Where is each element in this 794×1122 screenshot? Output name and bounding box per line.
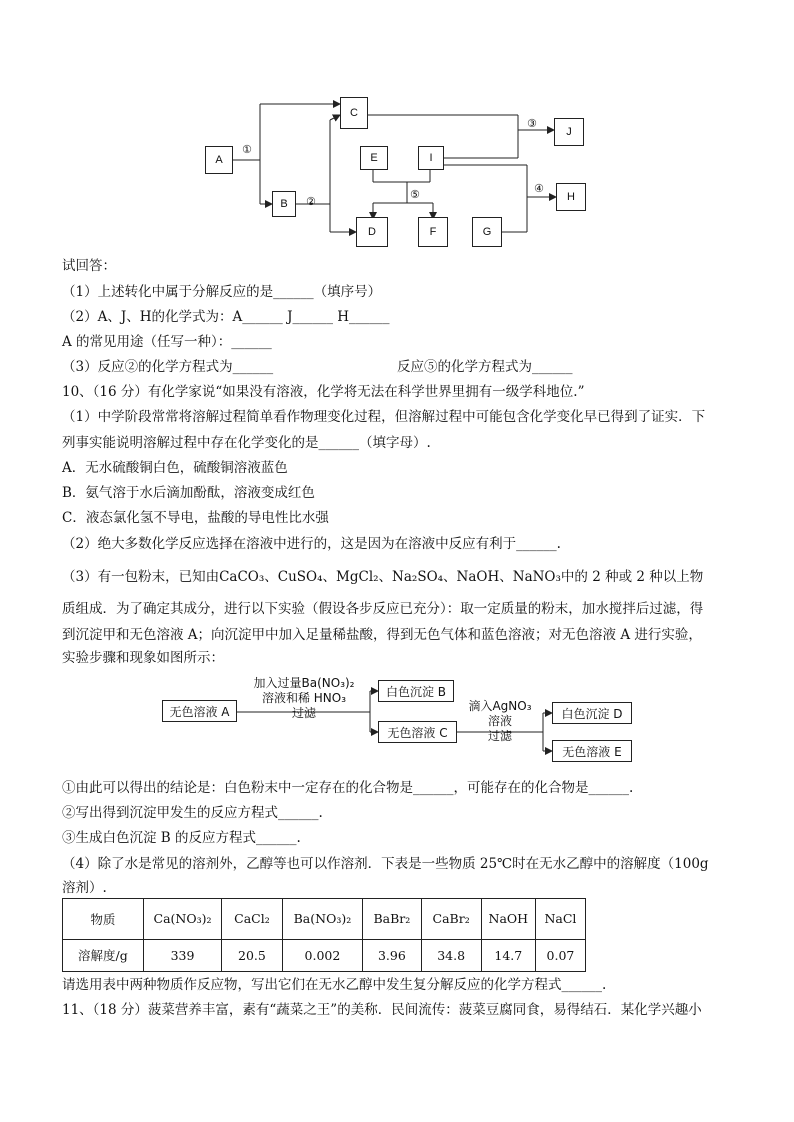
q10-line2-2: ③生成白色沉淀 B 的反应方程式______. <box>62 830 301 846</box>
table-cell: 20.5 <box>222 939 282 971</box>
table-row <box>63 899 586 940</box>
flow-step1-line2: 溶液和稀 HNO₃ <box>261 691 347 705</box>
q11-line: 11、（18 分）菠菜营养丰富，素有“蔬菜之王”的美称．民间流传：菠菜豆腐同食，易得结石．某化学兴趣小 <box>62 1002 702 1018</box>
q9-line-0: 试回答： <box>62 258 116 274</box>
box-h: H <box>556 183 586 211</box>
flow-box-a: 无色溶液 A <box>162 700 237 722</box>
q9-line-4: （3）反应②的化学方程式为______ <box>62 359 274 375</box>
flow-step2-line2: 溶液 <box>487 714 512 728</box>
q10-line-3: A．无水硫酸铜白色，硫酸铜溶液蓝色 <box>62 460 288 476</box>
reaction-label-5: ⑤ <box>410 188 420 201</box>
box-c: C <box>340 97 368 129</box>
flow-step1-line1: 加入过量Ba(NO₃)₂ <box>253 676 355 690</box>
q10-line-1: （1）中学阶段常常将溶解过程简单看作物理变化过程，但溶解过程中可能包含化学变化早已得到了证实．下 <box>62 409 706 425</box>
box-a: A <box>205 146 233 174</box>
q9-line-3: A 的常见用途（任写一种）：______ <box>62 334 272 350</box>
box-f: F <box>418 217 448 247</box>
flow-step1-line3: 过滤 <box>291 706 316 720</box>
table-cell: 339 <box>143 939 222 971</box>
table-cell: 3.96 <box>363 939 421 971</box>
q10-line-0: 10、（16 分）有化学家说“如果没有溶液，化学将无法在科学世界里拥有一级学科地位.” <box>62 384 585 400</box>
q9-line-2: （2）A、J、H的化学式为：A______ J______ H______ <box>62 309 390 325</box>
table-cell: 0.002 <box>282 939 363 971</box>
flow-step2-label <box>460 699 540 744</box>
solubility-table <box>62 898 586 972</box>
table-cell: 物质 <box>63 899 144 940</box>
table-cell: CaBr₂ <box>421 899 481 940</box>
table-cell: Ca(NO₃)₂ <box>143 899 222 940</box>
flow-step2-line3: 过滤 <box>487 729 512 743</box>
box-g: G <box>472 217 502 247</box>
q10-line-8: 质组成．为了确定其成分，进行以下实验（假设各步反应已充分）：取一定质量的粉末，加水搅拌后过滤，得 <box>62 601 704 617</box>
table-cell: Ba(NO₃)₂ <box>282 899 363 940</box>
box-b: B <box>272 191 296 217</box>
q10-line-4: B．氨气溶于水后滴加酚酞，溶液变成红色 <box>62 485 315 501</box>
q10-line-7: （3）有一包粉末，已知由CaCO₃、CuSO₄、MgCl₂、Na₂SO₄、NaOH、NaNO₃中的 2 种或 2 种以上物 <box>62 569 704 585</box>
table-cell: NaCl <box>535 899 585 940</box>
reaction-label-3: ③ <box>527 117 537 130</box>
q10-line2-4: 溶剂）. <box>62 880 107 896</box>
q9-line-1: （1）上述转化中属于分解反应的是______（填序号） <box>62 284 382 300</box>
q10-line2-1: ②写出得到沉淀甲发生的反应方程式______. <box>62 805 323 821</box>
flow-box-d: 白色沉淀 D <box>552 702 632 724</box>
box-i: I <box>418 146 444 170</box>
reaction-label-1: ① <box>242 143 252 156</box>
flow-box-b: 白色沉淀 B <box>378 680 454 702</box>
q10-line-10: 实验步骤和现象如图所示： <box>62 650 224 666</box>
box-e: E <box>360 146 388 170</box>
q10-after-table: 请选用表中两种物质作反应物，写出它们在无水乙醇中发生复分解反应的化学方程式______. <box>62 977 607 993</box>
table-cell: 溶解度/g <box>63 939 144 971</box>
table-cell: 34.8 <box>421 939 481 971</box>
table-row <box>63 939 586 971</box>
q10-line2-0: ①由此可以得出的结论是：白色粉末中一定存在的化合物是______，可能存在的化合物是______. <box>62 780 634 796</box>
q10-line2-3: （4）除了水是常见的溶剂外，乙醇等也可以作溶剂．下表是一些物质 25℃时在无水乙醇中的溶解度（100g <box>62 856 709 872</box>
table-cell: BaBr₂ <box>363 899 421 940</box>
table-cell: 0.07 <box>535 939 585 971</box>
q10-line-5: C．液态氯化氢不导电，盐酸的导电性比水强 <box>62 510 329 526</box>
table-cell: 14.7 <box>481 939 535 971</box>
q10-line-9: 到沉淀甲和无色溶液 A；向沉淀甲中加入足量稀盐酸，得到无色气体和蓝色溶液；对无色溶液 A 进行实验， <box>62 627 702 643</box>
table-cell: NaOH <box>481 899 535 940</box>
flow-step2-line1: 滴入AgNO₃ <box>468 699 532 713</box>
box-d: D <box>356 217 388 247</box>
box-j: J <box>554 118 584 146</box>
reaction-label-4: ④ <box>534 182 544 195</box>
flow-box-e: 无色溶液 E <box>552 740 632 762</box>
flow-step1-label <box>240 676 368 721</box>
table-cell: CaCl₂ <box>222 899 282 940</box>
q10-line-2: 列事实能说明溶解过程中存在化学变化的是______（填字母）. <box>62 435 431 451</box>
reaction-label-2: ② <box>306 195 316 208</box>
flow-box-c: 无色溶液 C <box>378 721 457 743</box>
q9-line-5: 反应⑤的化学方程式为______ <box>397 359 573 375</box>
q10-line-6: （2）绝大多数化学反应选择在溶液中进行的，这是因为在溶液中反应有利于______. <box>62 536 561 552</box>
